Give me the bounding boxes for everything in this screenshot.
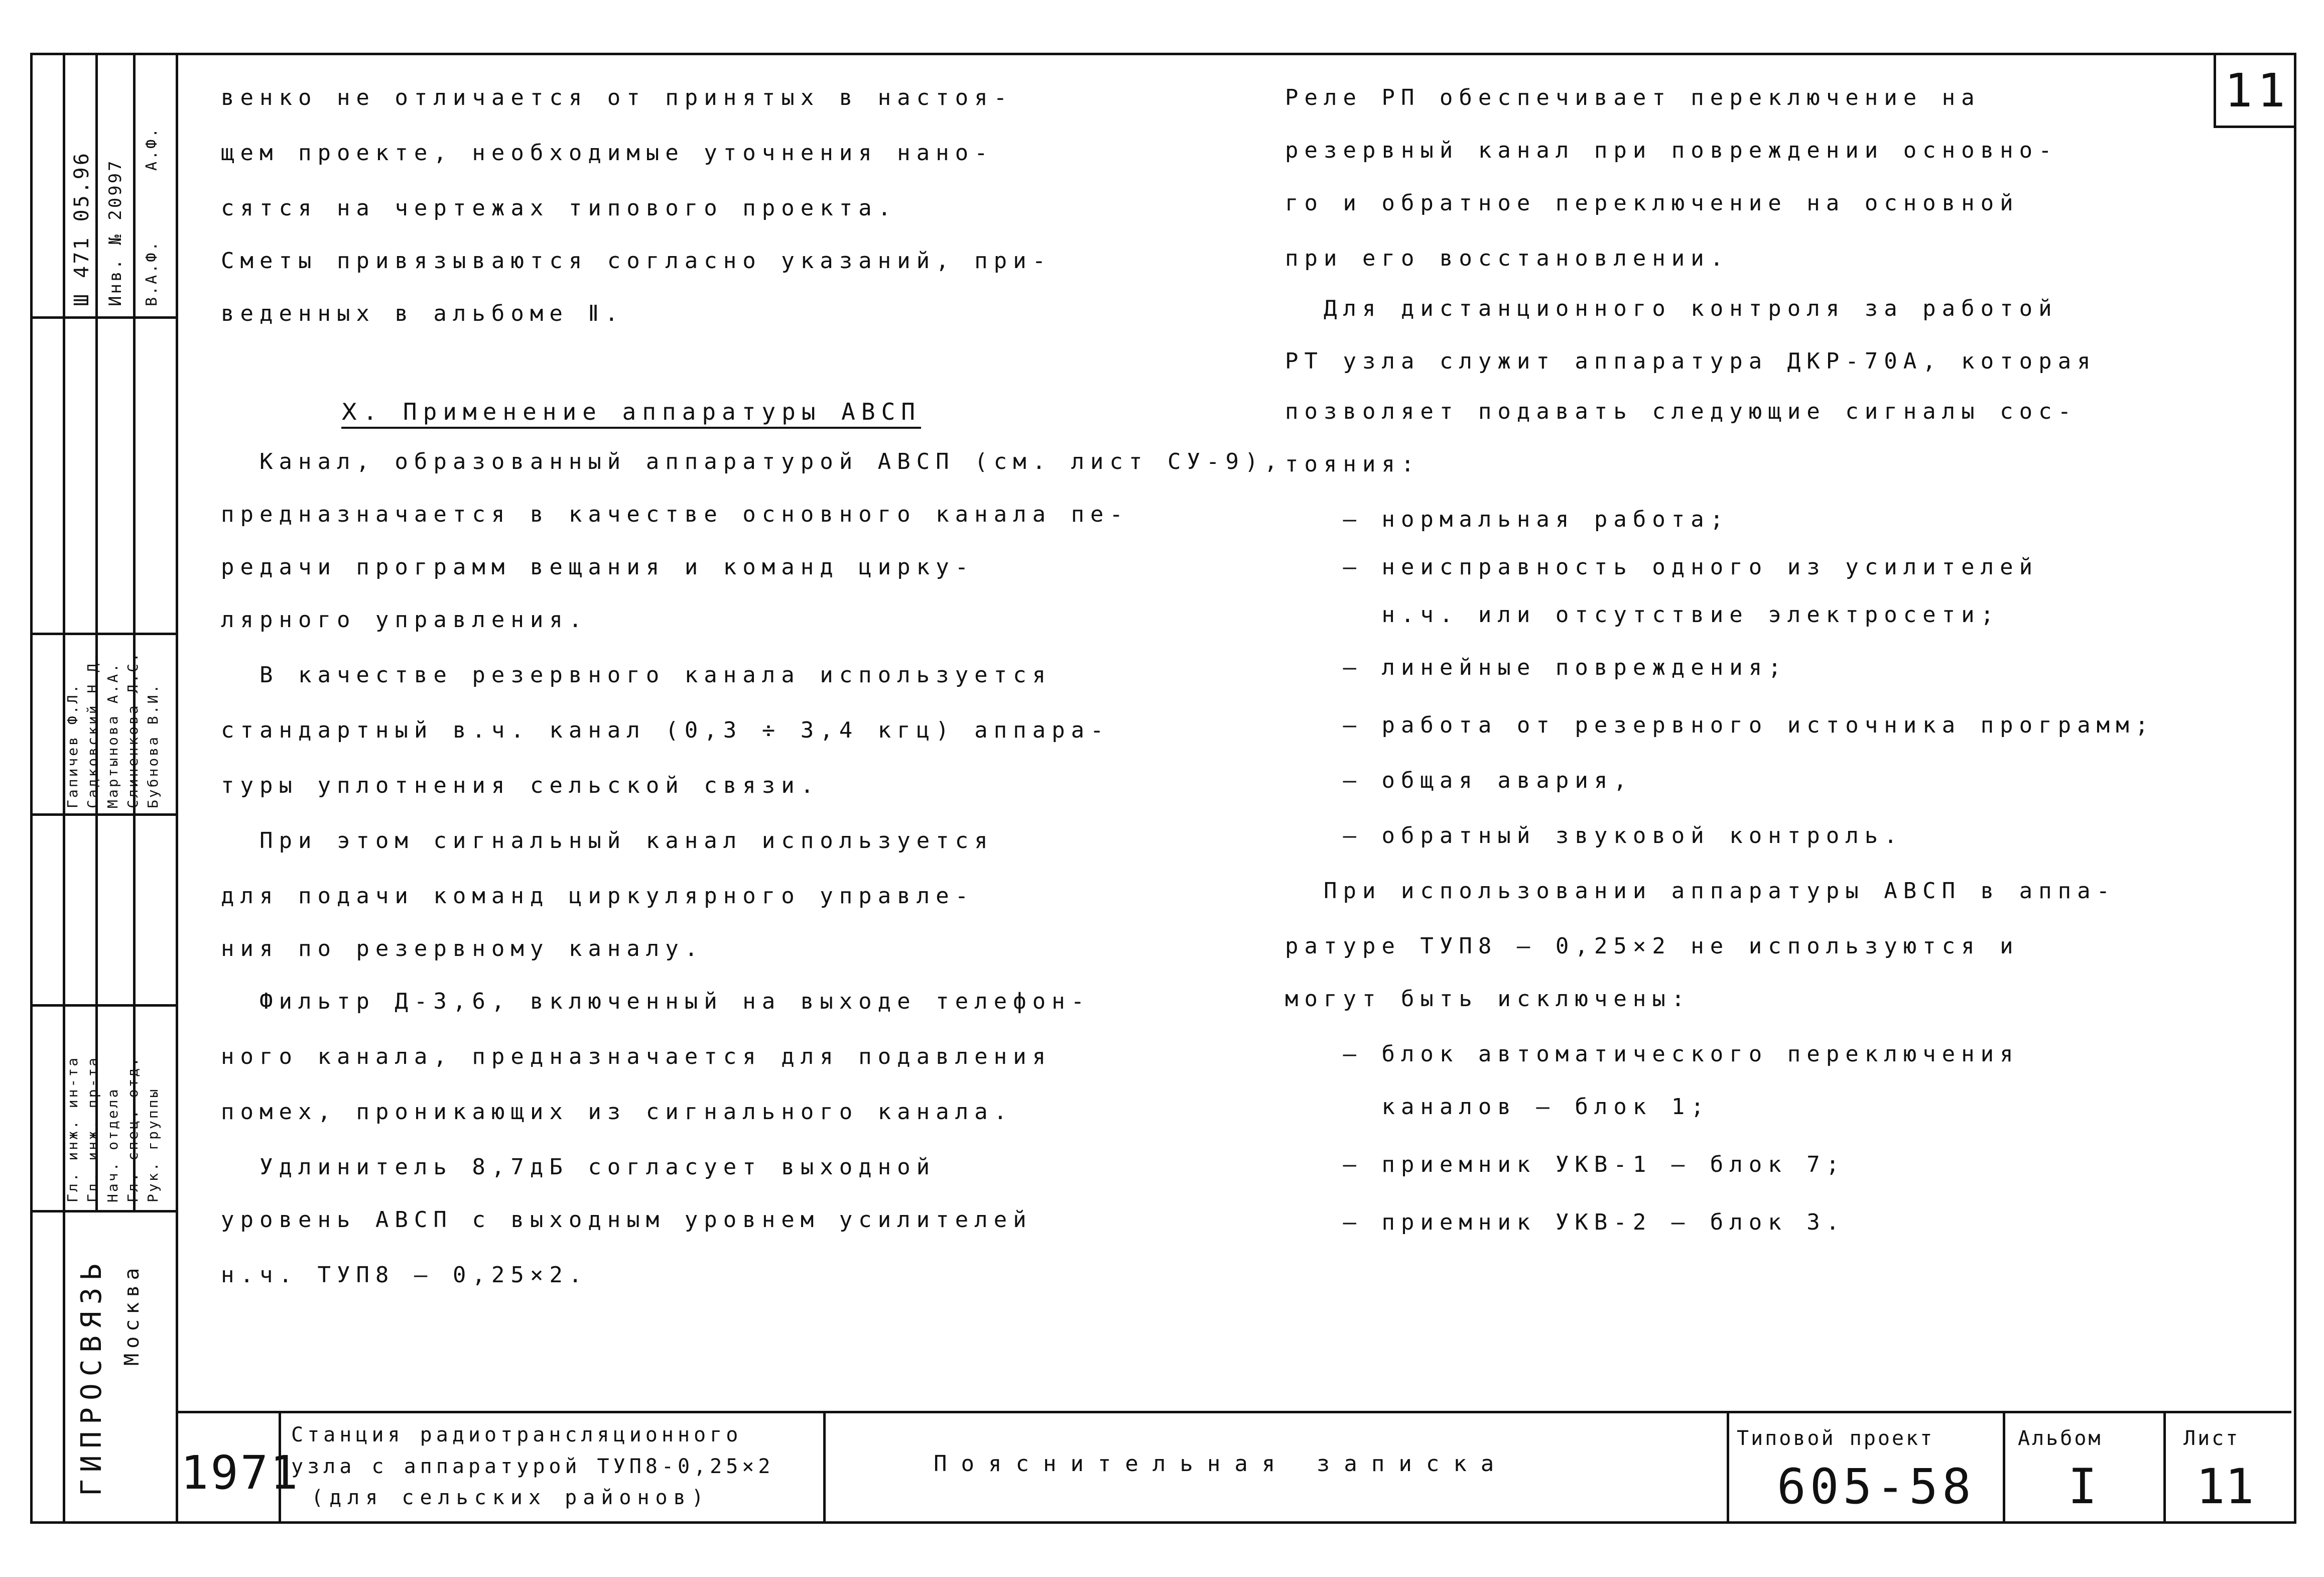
left-line: н.ч. ТУП8 – 0,25×2. [221, 1262, 588, 1288]
right-line: ратуре ТУП8 – 0,25×2 не используются и [1285, 933, 2019, 959]
right-line: каналов – блок 1; [1285, 1094, 1710, 1120]
title-block-divider [823, 1411, 826, 1521]
right-line: – общая авария, [1285, 768, 1633, 793]
left-line: ния по резервному каналу. [221, 936, 704, 961]
stamp-role: Гл. инж. ин-та [64, 1055, 81, 1202]
right-line: – приемник УКВ-2 – блок 3. [1285, 1209, 1846, 1235]
object-name-line: (для сельских районов) [311, 1486, 710, 1509]
stamp-role: Гл. спец. отд. [124, 1055, 141, 1202]
page-number: 11 [2225, 64, 2290, 117]
left-line: стандартный в.ч. канал (0,3 ÷ 3,4 кгц) аппара- [221, 717, 1110, 743]
inventory-mark: А.Ф. [143, 126, 161, 171]
left-line: Удлинитель 8,7дБ согласует выходной [221, 1154, 936, 1180]
right-line: – приемник УКВ-1 – блок 7; [1285, 1152, 1846, 1177]
right-line: могут быть исключены: [1285, 986, 1691, 1012]
title-block-divider [2003, 1411, 2005, 1521]
project-number: 605-58 [1777, 1459, 1975, 1515]
left-line: В качестве резервного канала используется [221, 662, 1052, 688]
object-name-line: узла с аппаратурой ТУП8-0,25×2 [291, 1455, 774, 1478]
inventory-mark: В.А.Ф. [143, 239, 161, 306]
project-label: Типовой проект [1737, 1427, 1934, 1450]
left-line: щем проекте, необходимые уточнения нано- [221, 140, 994, 166]
right-line: н.ч. или отсутствие электросети; [1285, 602, 2000, 628]
right-line: При использовании аппаратуры АВСП в аппа- [1285, 878, 2116, 904]
stamp-divider [30, 316, 176, 319]
left-line: венко не отличается от принятых в настоя- [221, 85, 1013, 110]
stamp-name: Слиненкова Л.С. [124, 651, 141, 808]
stamp-name: Бубнова В.И. [145, 682, 161, 808]
stamp-name: Гапичев Ф.Л. [64, 682, 81, 808]
album-value: I [2068, 1459, 2097, 1515]
org-city: Москва [120, 1263, 144, 1366]
stamp-divider [30, 633, 176, 635]
left-line: сятся на чертежах типового проекта. [221, 195, 897, 221]
title-block-top-rule [176, 1411, 2291, 1413]
section-heading: Ⅹ. Применение аппаратуры АВСП [341, 398, 921, 425]
left-line: уровень АВСП с выходным уровнем усилителей [221, 1207, 1032, 1233]
year: 1971 [181, 1446, 300, 1500]
right-line: – обратный звуковой контроль. [1285, 823, 1903, 848]
stamp-role: Рук. группы [145, 1087, 161, 1202]
stamp-divider [30, 1004, 176, 1007]
left-line: Фильтр Д-3,6, включенный на выходе телефон- [221, 989, 1091, 1014]
right-line: резервный канал при повреждении основно- [1285, 138, 2058, 163]
sheet-value: 11 [2196, 1459, 2254, 1515]
stamp-name: Мартынова А.А. [104, 661, 121, 808]
stamp-divider [30, 813, 176, 816]
left-line: Сметы привязываются согласно указаний, при- [221, 248, 1052, 274]
right-line: Реле РП обеспечивает переключение на [1285, 85, 1981, 110]
title-block-divider [2163, 1411, 2166, 1521]
left-line: Канал, образованный аппаратурой АВСП (см. лист СУ-9), [221, 449, 1283, 474]
right-line: РТ узла служит аппаратура ДКР-70А, которая [1285, 348, 2097, 374]
right-line: го и обратное переключение на основной [1285, 190, 2019, 216]
inventory-number: Ш 471 05.96 [70, 151, 93, 306]
sheet-label: Лист [2183, 1427, 2240, 1450]
inventory-number: Инв. № 20997 [105, 159, 125, 306]
left-line: помех, проникающих из сигнального канала. [221, 1099, 1013, 1125]
stamp-divider [176, 53, 178, 1521]
stamp-divider [30, 1210, 176, 1212]
right-line: тояния: [1285, 451, 1421, 477]
album-label: Альбом [2018, 1427, 2103, 1450]
left-line: предназначается в качестве основного канала пе- [221, 502, 1129, 527]
right-line: Для дистанционного контроля за работой [1285, 296, 2058, 321]
right-line: – линейные повреждения; [1285, 655, 1787, 680]
right-line: – неисправность одного из усилителей [1285, 554, 2039, 580]
right-line: – блок автоматического переключения [1285, 1041, 2019, 1067]
left-line: для подачи команд циркулярного управле- [221, 883, 975, 909]
object-name-line: Станция радиотрансляционного [291, 1423, 742, 1446]
left-line: редачи программ вещания и команд циркy- [221, 554, 975, 580]
left-line: лярного управления. [221, 607, 588, 633]
left-line: ного канала, предназначается для подавления [221, 1044, 1052, 1069]
right-line: – нормальная работа; [1285, 507, 1730, 532]
right-line: – работа от резервного источника программ; [1285, 712, 2155, 738]
right-line: позволяет подавать следующие сигналы сос- [1285, 399, 2078, 424]
stamp-role: Гл. инж. пр-та [84, 1055, 101, 1202]
stamp-role: Нач. отдела [104, 1087, 121, 1202]
left-line: туры уплотнения сельской связи. [221, 773, 820, 798]
title-block-divider [1727, 1411, 1729, 1521]
org-name: ГИПРОСВЯЗЬ [75, 1256, 108, 1496]
right-line: при его восстановлении. [1285, 246, 1730, 271]
document-title: Пояснительная записка [934, 1451, 1508, 1477]
stamp-name: Садковский Н.Д. [84, 651, 101, 808]
left-line: При этом сигнальный канал используется [221, 828, 994, 854]
left-line: веденных в альбоме Ⅱ. [221, 301, 624, 326]
